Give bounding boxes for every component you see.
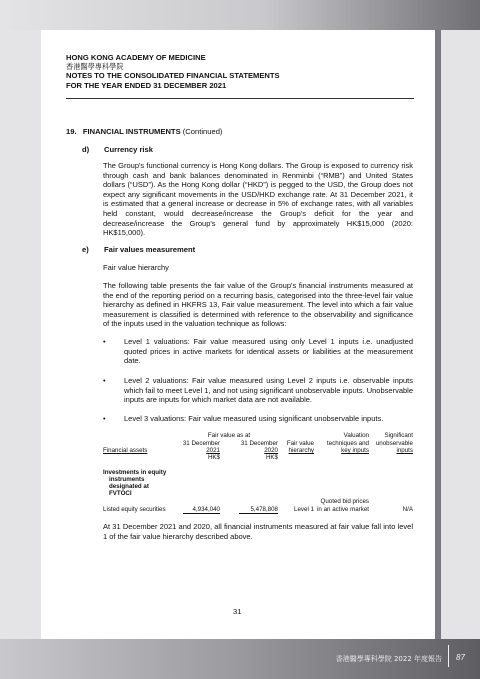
footer-report-title: 香港醫學專科學院 2022 年度報告 <box>335 655 442 663</box>
row-value-2021: 4,934,040 <box>183 506 220 514</box>
bullet-symbol: • <box>103 337 106 346</box>
row-value-2020: 5,478,808 <box>239 506 278 514</box>
col-2020-line1: 31 December <box>240 440 278 447</box>
col-2021-line3: HK$ <box>207 454 220 461</box>
row-label: Listed equity securities <box>103 506 166 513</box>
col-valuation-line2: techniques and <box>327 440 369 447</box>
col-2020-line3: HK$ <box>265 454 278 461</box>
col-valuation-line3: key inputs <box>341 447 369 454</box>
col-2020-line2: 2020 <box>264 447 278 454</box>
col-2021-line1: 31 December <box>182 440 220 447</box>
page-number: 31 <box>233 607 242 616</box>
fair-value-title: Fair values measurement <box>104 245 196 254</box>
report-page <box>41 30 441 639</box>
category-line4: FVTOCI <box>109 490 132 497</box>
fair-value-intro: The following table presents the fair value of the Group's financial instruments measured at the end of the reporting period on a recurring basis, categorised into the three-level fair value hierarchy as defined in HKFRS 13, Fair value measurement. The level into which a fair value measurement is classified is determined with reference to the observability and significance of the inputs used in the valuation technique as follows: <box>103 281 413 329</box>
bullet-symbol: • <box>103 376 106 385</box>
bullet-text: Level 1 valuations: Fair value measured using only Level 1 inputs i.e. unadjusted quoted prices in active markets for identical assets or liabilities at the measurement date. <box>124 337 413 366</box>
footer-separator <box>448 645 449 667</box>
top-band <box>0 0 480 30</box>
period-title: FOR THE YEAR ENDED 31 DECEMBER 2021 <box>66 80 227 90</box>
bullet-level-2 <box>103 376 413 405</box>
category-line2: instruments <box>109 476 145 483</box>
col-hierarchy-line1: Fair value <box>286 440 314 447</box>
bullet-text: Level 2 valuations: Fair value measured using Level 2 inputs i.e. observable inputs which fail to meet Level 1, and not using significant unobservable inputs. Unobservable inputs are inputs for which market data are not available. <box>124 376 413 405</box>
org-name-en: HONG KONG ACADEMY OF MEDICINE <box>66 53 206 62</box>
col-significant-line1: Significant <box>384 432 413 439</box>
col-significant-line2: unobservable <box>375 440 413 447</box>
footer-page-number: 87 <box>456 653 465 662</box>
currency-title: Currency risk <box>104 145 153 154</box>
col-hierarchy-line2: hierarchy <box>288 447 314 454</box>
currency-risk-heading <box>82 145 153 154</box>
closing-paragraph: At 31 December 2021 and 2020, all financial instruments measured at fair value fall into level 1 of the fair value hierarchy described above. <box>103 522 413 541</box>
header-rule <box>66 98 414 99</box>
bullet-level-1 <box>103 337 413 366</box>
col-significant-line3: inputs <box>396 447 413 454</box>
org-name-cn: 香港醫學專科學院 <box>66 62 124 72</box>
section-heading: FINANCIAL INSTRUMENTS <box>82 127 181 136</box>
row-technique-line2: in an active market <box>317 506 369 513</box>
row-technique-line1: Quoted bid prices <box>320 498 369 505</box>
fair-value-letter: e) <box>82 245 89 254</box>
currency-letter: d) <box>82 145 90 154</box>
col-financial-assets: Financial assets <box>103 447 148 454</box>
category-line3: designated at <box>109 483 149 490</box>
section-number: 19. <box>66 127 77 136</box>
bullet-symbol: • <box>103 414 106 423</box>
fair-value-heading <box>82 245 195 254</box>
notes-title: NOTES TO THE CONSOLIDATED FINANCIAL STATEMENTS <box>66 71 280 81</box>
fair-value-subheading: Fair value hierarchy <box>103 263 169 272</box>
bullet-level-3 <box>103 414 413 424</box>
document-header <box>66 53 416 90</box>
section-continued: (Continued) <box>182 127 223 136</box>
row-level: Level 1 <box>294 506 314 513</box>
row-significant: N/A <box>402 506 413 513</box>
bullet-text: Level 3 valuations: Fair value measured using significant unobservable inputs. <box>124 414 384 423</box>
group-header: Fair value as at <box>207 432 251 439</box>
currency-risk-paragraph: The Group's functional currency is Hong Kong dollars. The Group is exposed to currency risk through cash and bank balances denominated in Renminbi (“RMB”) and United States dollars (“USD”). As the Hong Kong dollar (“HKD”) is pegged to the USD, the Group does not expect any significant movements in the USD/HKD exchange rate. At 31 December 2021, it is estimated that a general increase or decrease in 5% of exchange rates, with all variables held constant, would decrease/increase the Group's deficit for the year and decrease/increase the Group's general fund by approximately HK$15,000 (2020: HK$15,000). <box>103 161 413 238</box>
section-title <box>66 127 222 136</box>
col-valuation-line1: Valuation <box>343 432 369 439</box>
col-2021-line2: 2021 <box>206 447 220 454</box>
category-line1: Investments in equity <box>103 469 167 476</box>
